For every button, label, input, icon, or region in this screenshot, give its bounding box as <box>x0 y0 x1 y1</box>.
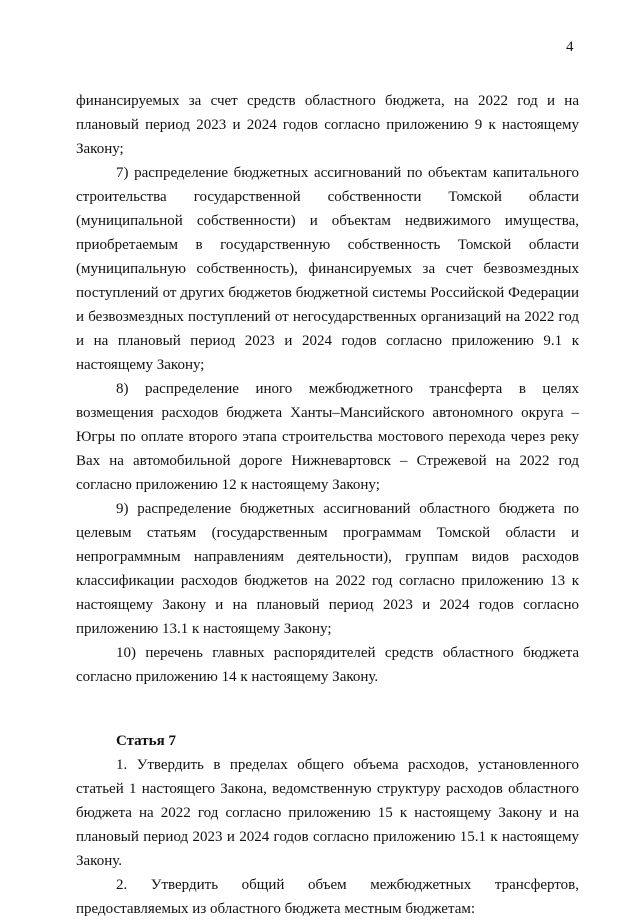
paragraph-item-7: 7) распределение бюджетных ассигнований по объектам капитального строительства государственной собственности Томской области (муниципальной собственности) и объектам недвижимого имущества, приобретаемым в государственную собственность Томской области (муниципальную собственность), финансируемых за счет безвозмездных поступлений от других бюджетов бюджетной системы Российской Федерации и безвозмездных поступлений от негосударственных организаций на 2022 год и на плановый период 2023 и 2024 годов согласно приложению 9.1 к настоящему Закону; <box>76 165 579 373</box>
article-paragraph-2: 2. Утвердить общий объем межбюджетных трансфертов, предоставляемых из областного бюджета местным бюджетам: <box>76 877 579 917</box>
section-spacer <box>76 689 579 729</box>
paragraph-item-9: 9) распределение бюджетных ассигнований областного бюджета по целевым статьям (государственным программам Томской области и непрограммным направлениям деятельности), группам видов расходов классификации расходов бюджетов на 2022 год согласно приложению 13 к настоящему Закону и на плановый период 2023 и 2024 годов согласно приложению 13.1 к настоящему Закону; <box>76 501 579 637</box>
paragraph-continuation: финансируемых за счет средств областного бюджета, на 2022 год и на плановый период 2023 и 2024 годов согласно приложению 9 к настоящему Закону; <box>76 93 579 157</box>
paragraph-item-8: 8) распределение иного межбюджетного трансферта в целях возмещения расходов бюджета Ханты–Мансийского автономного округа – Югры по оплате второго этапа строительства мостового перехода через реку Вах на автомобильной дороге Нижневартовск – Стрежевой на 2022 год согласно приложению 12 к настоящему Закону; <box>76 381 579 493</box>
article-paragraph-1: 1. Утвердить в пределах общего объема расходов, установленного статьей 1 настоящего Закона, ведомственную структуру расходов областного бюджета на 2022 год согласно приложению 15 к настоящему Закону и на плановый период 2023 и 2024 годов согласно приложению 15.1 к настоящему Закону. <box>76 757 579 869</box>
paragraph-item-10: 10) перечень главных распорядителей средств областного бюджета согласно приложению 14 к настоящему Закону. <box>76 645 579 685</box>
page-number: 4 <box>566 39 574 55</box>
article-heading: Статья 7 <box>116 733 176 749</box>
document-body <box>76 89 579 921</box>
